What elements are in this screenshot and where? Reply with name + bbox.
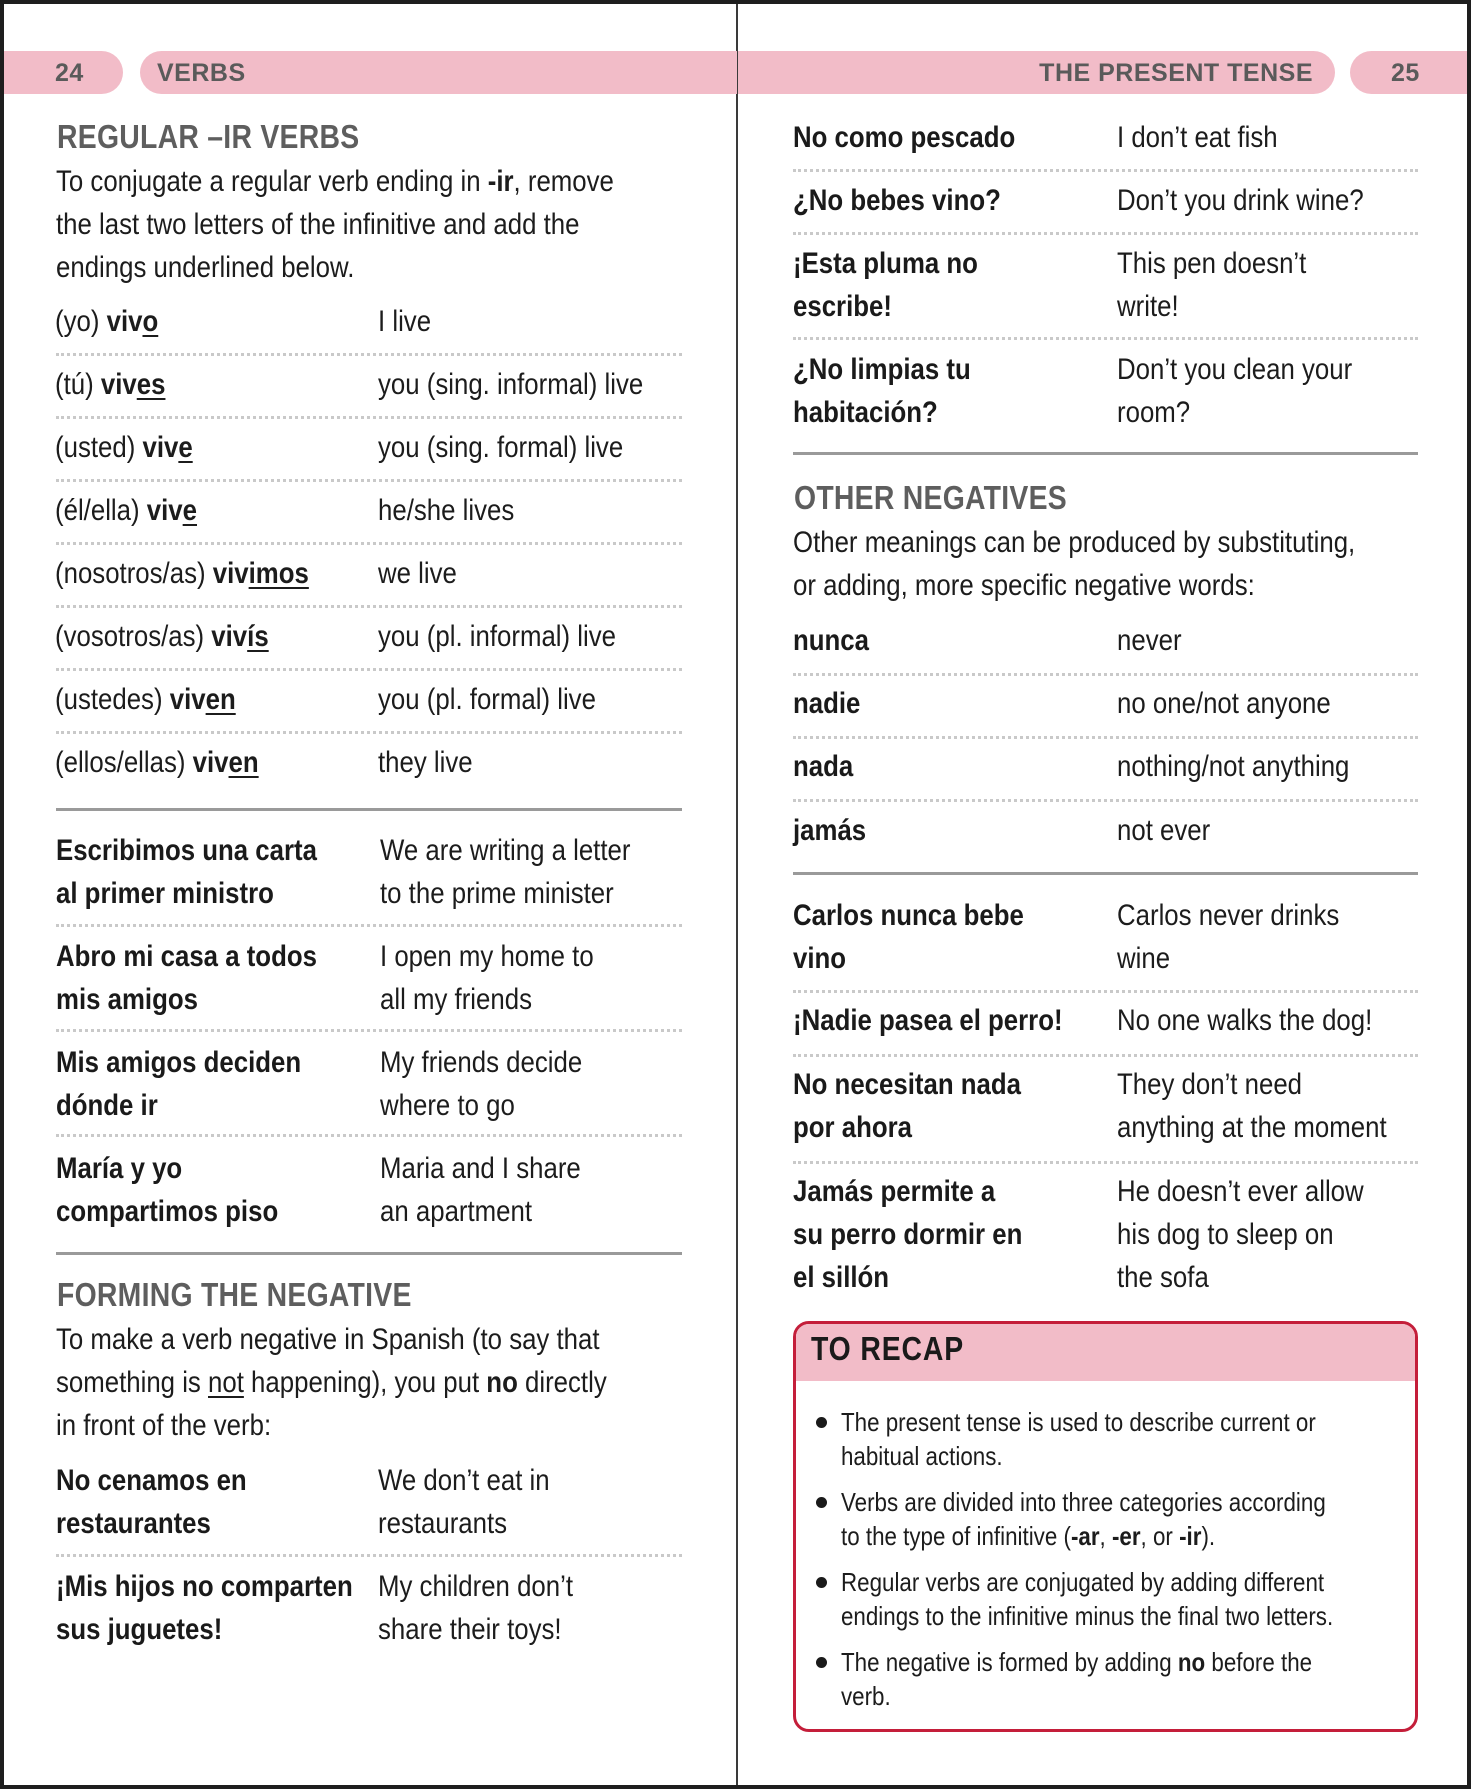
example-spanish: ¡Esta pluma no: [793, 247, 978, 280]
recap-bullet: The present tense is used to describe current or habitual actions.: [816, 1405, 1376, 1473]
example-spanish: por ahora: [793, 1111, 912, 1144]
negative-word-spanish: nada: [793, 750, 854, 783]
dotted-separator: [793, 736, 1418, 739]
bullet-icon: [816, 1657, 827, 1668]
dotted-separator: [56, 1134, 682, 1137]
negative-word-english: no one/not anyone: [1117, 687, 1331, 720]
example-spanish: vino: [793, 942, 847, 975]
example-english: share their toys!: [378, 1613, 562, 1646]
example-english: where to go: [380, 1089, 515, 1122]
dotted-separator: [56, 1554, 682, 1557]
dotted-separator: [793, 990, 1418, 993]
example-spanish: No necesitan nada: [793, 1068, 1021, 1101]
dotted-separator: [56, 924, 682, 927]
example-english: wine: [1117, 942, 1171, 975]
example-english: all my friends: [380, 983, 532, 1016]
example-spanish: al primer ministro: [56, 877, 274, 910]
section-rule: [56, 808, 682, 811]
bullet-icon: [816, 1577, 827, 1588]
example-english: This pen doesn’t: [1117, 247, 1307, 280]
negative-word-spanish: jamás: [793, 814, 867, 847]
page-gutter-divider: [736, 4, 738, 1785]
intro-paragraph-line: To conjugate a regular verb ending in -ir, remove: [56, 165, 614, 198]
example-spanish: el sillón: [793, 1261, 890, 1294]
intro-paragraph-line: endings underlined below.: [56, 251, 355, 284]
example-english: They don’t need: [1117, 1068, 1303, 1101]
conjugation-english: you (sing. informal) live: [378, 368, 644, 401]
dotted-separator: [56, 731, 682, 734]
recap-bullet: The negative is formed by adding no before the verb.: [816, 1645, 1376, 1713]
running-head-right: [738, 51, 1335, 94]
dotted-separator: [56, 353, 682, 356]
example-english: room?: [1117, 396, 1191, 429]
dotted-separator: [793, 337, 1418, 340]
dotted-separator: [56, 416, 682, 419]
dotted-separator: [793, 1161, 1418, 1164]
page-number: 24: [55, 59, 84, 87]
example-english: I open my home to: [380, 940, 594, 973]
page-number-tab-left: [4, 51, 123, 94]
example-english: to the prime minister: [380, 877, 614, 910]
running-head-left: [140, 51, 737, 94]
example-english: We don’t eat in: [378, 1464, 550, 1497]
example-spanish: su perro dormir en: [793, 1218, 1023, 1251]
example-english: My friends decide: [380, 1046, 583, 1079]
negative-word-english: not ever: [1117, 814, 1211, 847]
recap-bullet: Regular verbs are conjugated by adding different endings to the infinitive minus the final two letters.: [816, 1565, 1376, 1633]
recap-header: [796, 1324, 1415, 1381]
example-english: I don’t eat fish: [1117, 121, 1278, 154]
example-english: restaurants: [378, 1507, 508, 1540]
page-number-tab-right: [1350, 51, 1467, 94]
dotted-separator: [793, 799, 1418, 802]
conjugation-spanish: (yo) vivo: [55, 305, 159, 338]
conjugation-english: they live: [378, 746, 473, 779]
example-english: an apartment: [380, 1195, 533, 1228]
running-head-title: THE PRESENT TENSE: [1039, 59, 1313, 87]
example-spanish: María y yo: [56, 1152, 183, 1185]
bullet-icon: [816, 1417, 827, 1428]
conjugation-english: I live: [378, 305, 432, 338]
conjugation-english: he/she lives: [378, 494, 515, 527]
dotted-separator: [793, 1054, 1418, 1057]
example-spanish: ¡Nadie pasea el perro!: [793, 1004, 1063, 1037]
negative-word-spanish: nunca: [793, 624, 869, 657]
example-spanish: restaurantes: [56, 1507, 211, 1540]
negative-word-english: never: [1117, 624, 1182, 657]
recap-box: [793, 1321, 1418, 1732]
intro-paragraph-line: Other meanings can be produced by substituting,: [793, 526, 1356, 559]
example-english: Maria and I share: [380, 1152, 581, 1185]
conjugation-spanish: (vosotros/as) vivís: [55, 620, 269, 653]
dotted-separator: [793, 232, 1418, 235]
example-spanish: Carlos nunca bebe: [793, 899, 1024, 932]
dotted-separator: [56, 479, 682, 482]
example-english: We are writing a letter: [380, 834, 631, 867]
conjugation-spanish: (usted) vive: [55, 431, 193, 464]
conjugation-english: you (sing. formal) live: [378, 431, 624, 464]
bullet-icon: [816, 1497, 827, 1508]
example-spanish: No cenamos en: [56, 1464, 247, 1497]
recap-bullet: Verbs are divided into three categories according to the type of infinitive (-ar, -er, or -ir).: [816, 1485, 1376, 1553]
dotted-separator: [56, 605, 682, 608]
section-heading-regular-ir-verbs: REGULAR –IR VERBS: [57, 118, 360, 155]
example-english: Carlos never drinks: [1117, 899, 1340, 932]
intro-paragraph-line: the last two letters of the infinitive and add the: [56, 208, 580, 241]
negative-word-english: nothing/not anything: [1117, 750, 1350, 783]
conjugation-spanish: (tú) vives: [55, 368, 166, 401]
intro-paragraph-line: To make a verb negative in Spanish (to say that: [56, 1323, 600, 1356]
example-english: My children don’t: [378, 1570, 574, 1603]
example-spanish: compartimos piso: [56, 1195, 279, 1228]
section-rule: [793, 872, 1418, 875]
conjugation-spanish: (ellos/ellas) viven: [55, 746, 259, 779]
section-heading-other-negatives: OTHER NEGATIVES: [794, 479, 1067, 516]
example-spanish: ¡Mis hijos no comparten: [56, 1570, 353, 1603]
example-spanish: Mis amigos deciden: [56, 1046, 302, 1079]
page-number: 25: [1391, 59, 1420, 87]
dotted-separator: [56, 668, 682, 671]
example-spanish: sus juguetes!: [56, 1613, 223, 1646]
conjugation-english: you (pl. informal) live: [378, 620, 617, 653]
conjugation-english: you (pl. formal) live: [378, 683, 596, 716]
running-head-title: VERBS: [157, 59, 246, 87]
example-english: write!: [1117, 290, 1179, 323]
section-rule: [793, 452, 1418, 455]
section-heading-forming-negative: FORMING THE NEGATIVE: [57, 1276, 412, 1313]
dotted-separator: [56, 542, 682, 545]
example-spanish: Escribimos una carta: [56, 834, 317, 867]
conjugation-english: we live: [378, 557, 457, 590]
example-spanish: Jamás permite a: [793, 1175, 996, 1208]
example-english: He doesn’t ever allow: [1117, 1175, 1364, 1208]
example-english: anything at the moment: [1117, 1111, 1387, 1144]
conjugation-spanish: (él/ella) vive: [55, 494, 198, 527]
intro-paragraph-line: in front of the verb:: [56, 1409, 272, 1442]
example-spanish: ¿No bebes vino?: [793, 184, 1001, 217]
example-english: his dog to sleep on: [1117, 1218, 1334, 1251]
intro-paragraph-line: something is not happening), you put no directly: [56, 1366, 607, 1399]
conjugation-spanish: (nosotros/as) vivimos: [55, 557, 309, 590]
example-english: the sofa: [1117, 1261, 1209, 1294]
example-spanish: habitación?: [793, 396, 938, 429]
dotted-separator: [793, 169, 1418, 172]
negative-word-spanish: nadie: [793, 687, 861, 720]
example-spanish: escribe!: [793, 290, 892, 323]
example-english: No one walks the dog!: [1117, 1004, 1373, 1037]
dotted-separator: [56, 1029, 682, 1032]
intro-paragraph-line: or adding, more specific negative words:: [793, 569, 1255, 602]
example-english: Don’t you drink wine?: [1117, 184, 1364, 217]
section-rule: [56, 1252, 682, 1255]
recap-title: TO RECAP: [811, 1330, 965, 1367]
example-spanish: No como pescado: [793, 121, 1016, 154]
conjugation-spanish: (ustedes) viven: [55, 683, 236, 716]
dotted-separator: [793, 673, 1418, 676]
example-spanish: ¿No limpias tu: [793, 353, 971, 386]
example-spanish: Abro mi casa a todos: [56, 940, 317, 973]
example-spanish: dónde ir: [56, 1089, 158, 1122]
example-spanish: mis amigos: [56, 983, 198, 1016]
example-english: Don’t you clean your: [1117, 353, 1353, 386]
